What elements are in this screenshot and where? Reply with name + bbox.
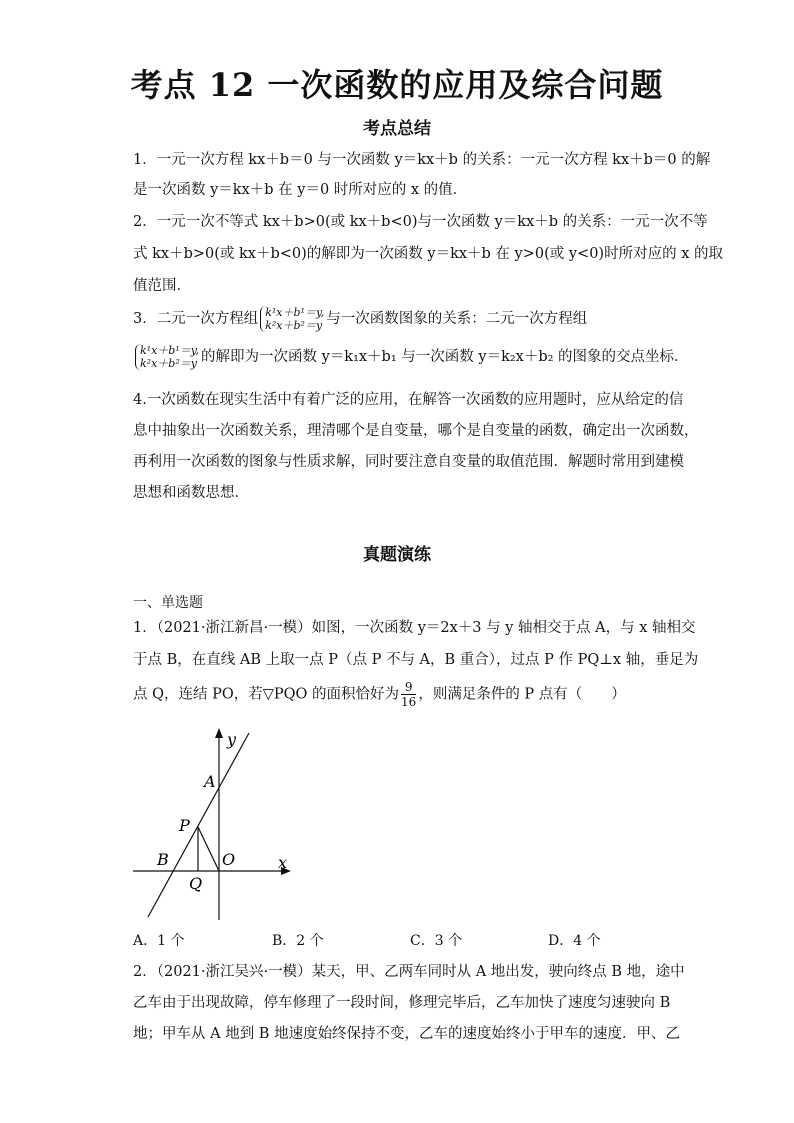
summary-p2-line1: 2．一元一次不等式 kx＋b>0(或 kx＋b<0)与一次函数 y＝kx＋b 的关系：一元一次不等 <box>133 214 708 230</box>
q1-line3: 点 Q，连结 PO，若▽PQO 的面积恰好为 $\frac{9}{16}$ ，则满足条件的 P 点有（ ） <box>133 680 626 709</box>
option-a: A．1 个 <box>133 933 185 949</box>
label-o: O <box>222 850 236 869</box>
q1-line1: 1．（2021·浙江新昌·一模）如图，一次函数 y＝2x＋3 与 y 轴相交于点 A，与 x 轴相交 <box>133 620 696 636</box>
segment-po <box>198 827 219 871</box>
option-b: B．2 个 <box>272 933 324 949</box>
summary-p4-line3: 再利用一次函数的图象与性质求解，同时要注意自变量的取值范围．解题时常用到建模 <box>133 454 684 470</box>
y-axis-arrow <box>215 728 223 738</box>
page-title: 考点 12 一次函数的应用及综合问题 <box>130 66 664 104</box>
area-fraction: $\frac{9}{16}$ <box>401 680 417 709</box>
summary-p3-line2 <box>133 344 689 370</box>
summary-p2-line3: 值范围． <box>133 278 191 294</box>
summary-p4-line4: 思想和函数思想． <box>133 485 249 501</box>
summary-p1-line2: 是一次函数 y＝kx＋b 在 y＝0 时所对应的 x 的值． <box>133 182 468 198</box>
equation-system: k¹x＋b¹＝y, k²x＋b²＝y <box>260 306 324 332</box>
q2-line1: 2．（2021·浙江吴兴·一模）某天，甲、乙两车同时从 A 地出发，驶向终点 B 地，途中 <box>133 964 685 980</box>
label-q: Q <box>189 874 203 893</box>
option-d: D．4 个 <box>548 933 601 949</box>
option-c: C．3 个 <box>410 933 463 949</box>
label-y: y <box>227 730 237 749</box>
summary-heading: 考点总结 <box>363 119 431 139</box>
summary-p4-line2: 息中抽象出一次函数关系，理清哪个是自变量，哪个是自变量的函数，确定出一次函数， <box>133 423 699 439</box>
question-type-label: 一、单选题 <box>133 595 203 611</box>
label-p: P <box>179 816 190 835</box>
q1-line2: 于点 B，在直线 AB 上取一点 P（点 P 不与 A，B 重合），过点 P 作 PQ⊥x 轴，垂足为 <box>133 652 699 668</box>
q2-line3: 地；甲车从 A 地到 B 地速度始终保持不变，乙车的速度始终小于甲车的速度．甲、乙 <box>133 1026 681 1042</box>
label-b: B <box>157 850 169 869</box>
equation-system-2: k¹x＋b¹＝y, k²x＋b²＝y <box>135 344 199 370</box>
q1-figure <box>125 725 305 925</box>
label-x: x <box>278 853 288 872</box>
p3-suffix: 与一次函数图象的关系：二元一次方程组 <box>326 311 588 327</box>
p3-line2-suffix: 的解即为一次函数 y＝k₁x＋b₁ 与一次函数 y＝k₂x＋b₂ 的图象的交点坐标． <box>200 349 689 365</box>
summary-p2-line2: 式 kx＋b>0(或 kx＋b<0)的解即为一次函数 y＝kx＋b 在 y>0(或 y<0)时所对应的 x 的取 <box>133 246 723 262</box>
q2-line2: 乙车由于出现故障，停车修理了一段时间，修理完毕后，乙车加快了速度匀速驶向 B <box>133 995 671 1011</box>
label-a: A <box>204 772 216 791</box>
practice-heading: 真题演练 <box>363 545 431 565</box>
summary-p3-line1 <box>133 306 587 332</box>
p3-prefix: 3．二元一次方程组 <box>133 311 259 327</box>
summary-p1-line1: 1．一元一次方程 kx＋b＝0 与一次函数 y＝kx＋b 的关系：一元一次方程 kx＋b＝0 的解 <box>133 152 711 168</box>
summary-p4-line1: 4.一次函数在现实生活中有着广泛的应用，在解答一次函数的应用题时，应从给定的信 <box>133 392 684 408</box>
